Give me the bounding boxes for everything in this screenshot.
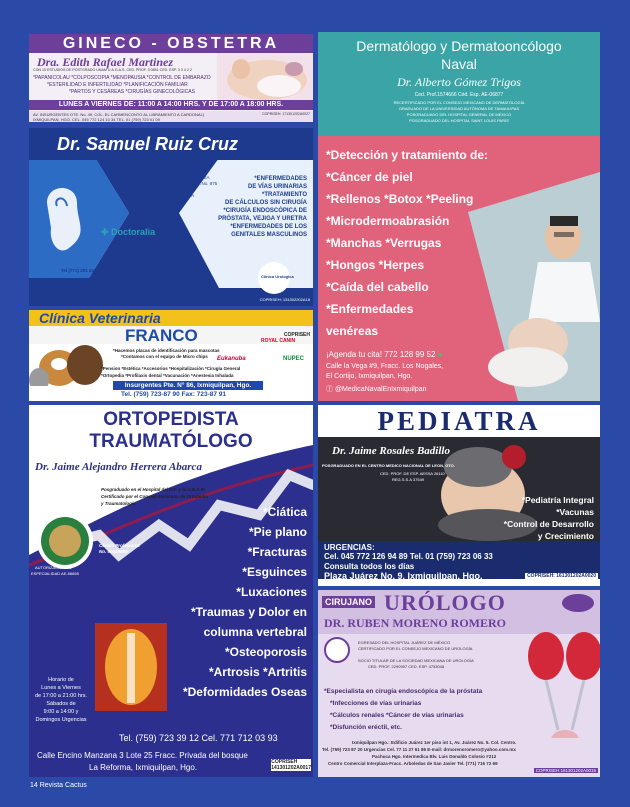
nupec-logo: NUPEC <box>283 356 305 362</box>
gineco-services-1: *PAPANICOLAU *COLPOSCOPIA *MENOPAUSIA *CONTROL DE EMBARAZO <box>33 75 211 81</box>
ad-ortopedista <box>29 405 313 777</box>
samuel-hours: Martes de 9:00 a 11:00 a.m. Tel. (759) 723 00 97 Cel. 771 121 71 71 <box>45 289 167 294</box>
gineco-services-3: *PARTOS Y CESÁREAS *CIRUGÍAS GINECOLÓGICAS <box>69 89 195 95</box>
derma-service: *Microdermoabrasión <box>326 214 450 228</box>
orto-hours-line: Sábados de <box>46 701 76 707</box>
ad-gineco-obstetra <box>29 34 313 122</box>
derma-doctor: Dr. Alberto Gómez Trigos <box>397 75 521 89</box>
derma-line-4: POSGRADUADO DEL HOSPITAL SAINT LOUIS PARIS <box>409 118 509 123</box>
pedia-ced-1: CED. PROF. DE ESP. AESSA 26110 <box>380 471 445 476</box>
orto-service: *Esguinces <box>242 565 307 579</box>
uro-doctor: DR. RUBEN MORENO ROMERO <box>324 616 506 630</box>
derma-service: *Rellenos *Botox *Peeling <box>326 192 474 206</box>
orto-desc-1: Posgraduado en el Hospital del D.F. y la U.N.A.M. <box>101 487 206 492</box>
gineco-title: GINECO - OBSTETRA <box>29 34 313 53</box>
pedia-service: *Control de Desarrollo <box>503 519 594 529</box>
samuel-society-2: CONSEJO MEXICANO DE UROLOGÍA No. 875 <box>121 181 218 186</box>
pedia-address: Plaza Juárez No. 9, Ixmiquilpan, Hgo. <box>324 571 483 581</box>
franco-title-2: FRANCO <box>125 326 198 345</box>
orto-hours-line: Domingos Urgencias <box>35 717 87 723</box>
orto-autorizacion-2: ESPECIALIDAD AE-56655 <box>31 571 79 576</box>
doctoralia-icon: ✚ <box>101 227 109 237</box>
orto-addr-1: Calle Encino Manzana 3 Lote 25 Fracc. Privada del bosque <box>37 751 248 760</box>
samuel-tel-1: Tel (771) 281 24 50 y 51 Cel. 771 121 71 71 Previa cita <box>61 268 174 273</box>
gineco-hours: LUNES A VIERNES DE: 11:00 A 14:00 HRS. Y DE 17:00 A 18:00 HRS. <box>29 100 313 110</box>
derma-social <box>326 384 427 394</box>
pedia-urgencias: URGENCIAS: <box>324 543 375 552</box>
uro-coprisehe: COPRISEH:161301202A0015 <box>535 768 596 773</box>
ad-urologo-ruben <box>318 590 600 777</box>
gineco-doctor: Dra. Edith Rafael Martinez <box>37 55 174 69</box>
samuel-name: Dr. Samuel Ruiz Cruz <box>57 134 239 154</box>
derma-line-2: GRADUADO DE LA UNIVERSIDAD AUTÓNOMA DE TAMAULIPAS <box>398 106 520 111</box>
ad-urologo-samuel <box>29 128 313 306</box>
uro-cirujano: CIRUJANO <box>322 596 375 608</box>
doctoralia-text: Doctoralia <box>111 227 156 237</box>
uro-desc-3: SOCIO TITULAR DE LA SOCIEDAD MEXICANA DE UROLOGÍA <box>358 658 474 663</box>
pedia-service: *Pediatría Integral <box>521 495 594 505</box>
ad-pediatra <box>318 405 600 586</box>
whatsapp-icon: ● <box>437 350 443 359</box>
pedia-title: PEDIATRA <box>377 406 541 436</box>
gineco-address: AV. INSURGENTES OTE. No. 49, COL. EL CARMENCONTO AL LIBRAMIENTO A CARDONAL) <box>33 112 205 117</box>
derma-line-3: POSGRADUADO DEL HOSPITAL GENERAL DE MÉXICO <box>406 112 512 117</box>
derma-cita <box>326 350 443 359</box>
gineco-phone: IXMIQUILPAN, HGO. CEL. 045 772 124 10 34 TEL. 01 (759) 723 01 09 <box>33 117 160 122</box>
uro-service: *Infecciones de vías urinarias <box>330 700 422 707</box>
ad-veterinaria-franco <box>29 310 313 401</box>
samuel-service: GENITALES MASCULINOS <box>231 232 307 238</box>
samuel-service: *TRATAMIENTO <box>262 192 307 198</box>
samuel-service: DE CÁLCULOS SIN CIRUGÍA <box>224 200 307 206</box>
samuel-consultorio: CONSULTORIO PACHUCA, HGO. <box>113 240 192 246</box>
orto-service: *Osteoporosis <box>224 645 307 659</box>
samuel-torre: TORRE BIOMÉDICA <box>127 247 175 253</box>
uro-desc-1: EGRESADO DEL HOSPITAL JUÁREZ DE MÉXICO <box>358 640 451 645</box>
orto-service: *Pie plano <box>248 525 307 539</box>
orto-doctor: Dr. Jaime Alejandro Herrera Abarca <box>35 461 202 473</box>
pedia-ced-2: REG.S.S.A 37549 <box>392 477 425 482</box>
samuel-torre-ref: (frente al Hospital General) <box>121 260 176 265</box>
orto-service: columna vertebral <box>203 625 307 639</box>
orto-hours-line: Horario de <box>48 677 74 683</box>
orto-desc-3: y Traumatología <box>101 501 136 506</box>
orto-desc-2: Certificado por el Consejo Mexicano de Ortopedia <box>101 494 208 499</box>
derma-addr-2: El Cortijo, Ixmiquilpan, Hgo. <box>326 373 413 380</box>
derma-social-text: @MedicaNavalEnIxmiquilpan <box>334 386 427 393</box>
clinica-urologica-logo: Clínica Urológica <box>261 274 294 279</box>
samuel-coprisehe: COPRISEH: 131302202A18 <box>259 297 310 302</box>
samuel-torre-addr: Calle Mutualismo 109-A Col. Céspedes <box>107 254 186 259</box>
samuel-service: PRÓSTATA, VEJIGA Y URETRA <box>218 216 307 222</box>
samuel-service: *ENFERMEDADES <box>254 176 307 182</box>
orto-coprisehe-number: 141301202A0017 <box>271 765 311 771</box>
derma-ced: Ced. Prof.1574666 Céd. Esp. AE-06877 <box>414 92 504 98</box>
uro-service: *Cálculos renales *Cáncer de vías urinarias <box>330 712 464 719</box>
orto-hours-line: de 17:00 a 21:00 hrs. <box>35 693 87 699</box>
ad-dermatologo <box>318 32 600 401</box>
samuel-society-3: SOCIEDAD MEXICANA DE <box>139 187 195 192</box>
samuel-ced: C. E. 3352923 S.S.A. C.P. 213057E U.A.E.H. <box>113 168 204 173</box>
samuel-service: *ENFERMEDADES DE LOS <box>230 224 307 230</box>
pedia-phones: Cel. 045 772 126 94 89 Tel. 01 (759) 723 06 33 <box>324 552 493 561</box>
derma-title-1: Dermatólogo y Dermatooncólogo <box>356 38 562 54</box>
derma-cita-text: ¡Agenda tu cita! 772 128 99 52 <box>326 350 436 359</box>
orto-hours-line: Lunes a Viernes <box>41 685 81 691</box>
pedia-service: *Vacunas <box>556 507 594 517</box>
samuel-service: DE VÍAS URINARIAS <box>247 184 307 190</box>
derma-service: *Detección y tratamiento de: <box>326 148 489 162</box>
franco-line-2: *Contamos con el equipo de Micro chips <box>121 354 208 359</box>
uro-service: *Especialista en cirugía endoscópica de la próstata <box>324 688 483 695</box>
uro-desc-2: CERTIFICADO POR EL CONSEJO MEXICANO DE UROLOGÍA <box>358 646 473 651</box>
page-number: 14 Revista Cactus <box>30 782 87 789</box>
franco-line-1: *Hacemos placas de identificación para mascotas <box>113 348 220 353</box>
derma-addr-1: Calle la Vega #9, Fracc. Los Nogales, <box>326 363 444 370</box>
derma-service: *Manchas *Verrugas <box>326 236 442 250</box>
gineco-credentials: CON 10 ESTUDIOS DE POSTGRADO UNAM U.A.G.A.S. CED. PROF. 3 0851 CED. ESP. 3 3 4 2 2 <box>33 68 192 72</box>
derma-service: *Enfermedades <box>326 302 414 316</box>
derma-service: *Hongos *Herpes <box>326 258 425 272</box>
franco-line-3: *Pension *Estética *Accesorios *Hospitalización *Cirugía General <box>101 366 241 371</box>
derma-service: venéreas <box>326 324 379 338</box>
orto-service: *Deformidades Oseas <box>182 685 307 699</box>
derma-line-1: RECERTIFICADO POR EL CONSEJO MEXICANO DE DERMATOLOGÍA <box>393 100 525 105</box>
franco-address: Insurgentes Pte. N° 86, Ixmiquilpan, Hgo. <box>113 381 263 390</box>
derma-service: *Cáncer de piel <box>326 170 413 184</box>
orto-service: *Ciática <box>262 505 307 519</box>
orto-cedula-1: Cédula Profesional <box>99 543 140 548</box>
uro-addr-2: Tel. (759) 723 87 20 Urgencias Cel. 77 11 27 61 86 E-mail: drmorenoromero@yahoo.com.mx <box>322 747 516 752</box>
pedia-doctor: Dr. Jaime Rosales Badillo <box>332 445 450 457</box>
uro-service: *Disfunción eréctil, etc. <box>330 724 402 731</box>
orto-cedula-2: No. 00449869 <box>99 549 128 554</box>
facebook-icon: ⓕ <box>326 386 333 393</box>
orto-title-2: TRAUMATÓLOGO <box>89 431 253 452</box>
orto-coprisehe-label: COPRISEH <box>271 759 298 765</box>
uro-addr-4: Centro Comercial Interplaza-Fracc. Arboledas de San Javier Tel. (771) 716 72 69 <box>328 761 498 766</box>
gineco-services-2: *ESTERILIDAD E INFERTILIDAD *PLANIFICACIÓN FAMILIAR <box>47 82 188 88</box>
pedia-coprisehe: COPRISEH: 161301202A0020 <box>527 573 596 579</box>
samuel-society-1: SOCIEDAD MEXICANA DE UROLOGÍA <box>129 175 210 180</box>
uro-title: URÓLOGO <box>384 590 506 615</box>
samuel-society-4: ONCOLOGÍA UROLÓGICA <box>139 193 195 198</box>
doctoralia-logo <box>101 227 155 238</box>
uro-addr-3: Pachuca Hgo. Intermedica Blv. Luis Donaldo Colosio #212 <box>372 754 497 759</box>
gineco-coprisehe: COPRISEH: 171301202A0027 <box>262 112 310 116</box>
derma-title-2: Naval <box>441 56 477 72</box>
orto-service: *Traumas y Dolor en <box>190 605 307 619</box>
orto-addr-2: La Reforma, Ixmiquilpan, Hgo. <box>89 763 198 772</box>
franco-coprisehe: COPRISEH <box>283 332 310 338</box>
franco-phone: Tel. (759) 723-87 90 Fax: 723-87 91 <box>121 391 227 398</box>
pedia-service: y Crecimiento <box>537 531 594 541</box>
orto-autorizacion-1: AUTORIZACIÓN DE <box>35 565 72 570</box>
uro-desc-4: CED. PROF. 2290997 CED. ESP. 4753048 <box>368 664 445 669</box>
franco-line-4: *Ortopedia *Profilaxis dental *Vacunación *Anestesia Inhalada <box>101 373 234 378</box>
franco-title-1: Clínica Veterinaria <box>39 310 161 326</box>
orto-title-1: ORTOPEDISTA <box>103 409 239 430</box>
samuel-previa: Previa Cita <box>133 295 153 300</box>
orto-service: *Luxaciones <box>236 585 307 599</box>
orto-hours-line: 9:00 a 14:00 y <box>43 709 79 715</box>
samuel-specialty: Cirujano Urólogo <box>124 156 206 167</box>
orto-service: *Artrosis *Artritis <box>208 665 307 679</box>
orto-service: *Fracturas <box>247 545 307 559</box>
samuel-service: *CIRUGÍA ENDOSCÓPICA DE <box>223 208 307 214</box>
orto-coprisehe <box>271 759 311 771</box>
pedia-consulta: Consulta todos los días <box>324 562 415 571</box>
uro-addr-1: Ixmiquilpan Hgo.: Edificio Juárez 1er piso int 1, Av. Juárez No. 5. Col. Centro. <box>352 740 517 745</box>
royal-canin-logo: ROYAL CANIN <box>261 338 296 344</box>
orto-phones: Tel. (759) 723 39 12 Cel. 771 712 03 93 <box>119 733 278 743</box>
samuel-consultorio-2: CONSULTORIO IXMIQUILPAN, HGO. GRUPO MÉDICO VALLE DEL MEZQUITAL <box>35 277 182 282</box>
derma-service: *Caída del cabello <box>326 280 429 294</box>
pedia-desc: POSGRADUADO EN EL CENTRO MEDICO NACIONAL DE LEON, GTO. <box>322 463 455 468</box>
eukanuba-logo: Eukanuba <box>217 356 246 362</box>
samuel-addr-2: Av. Felipe Ángeles No. 20 Col. Centro <box>93 283 161 288</box>
